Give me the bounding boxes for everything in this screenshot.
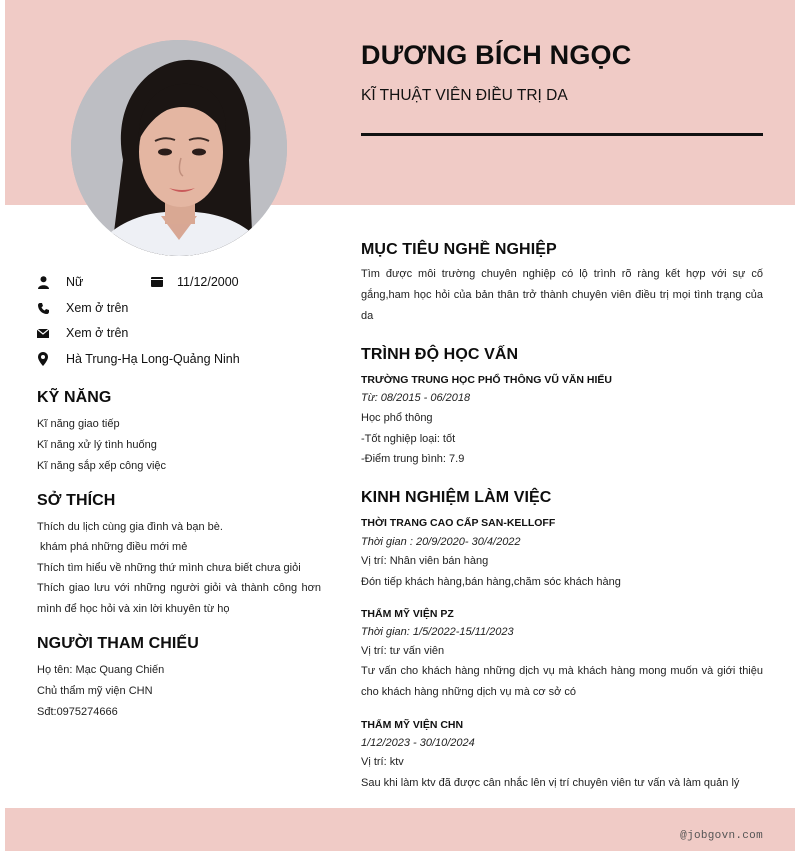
education-line: Học phổ thông [361, 412, 433, 424]
hobbies-title: SỞ THÍCH [37, 492, 116, 509]
company-name: THẨM MỸ VIỆN PZ [361, 608, 454, 620]
skill-item: Kĩ năng xử lý tình huống [37, 439, 157, 451]
job-description: Đón tiếp khách hàng,bán hàng,chăm sóc khách hàng [361, 576, 621, 588]
dob-row [151, 272, 239, 292]
calendar-icon [151, 275, 163, 289]
address-row [37, 349, 240, 369]
objective-title: MỤC TIÊU NGHỀ NGHIỆP [361, 241, 557, 258]
job-title: KĨ THUẬT VIÊN ĐIỀU TRỊ DA [361, 87, 568, 104]
job-position: Vị trí: tư vấn viên [361, 645, 445, 657]
job-description: Sau khi làm ktv đã được cân nhắc lên vị trí chuyên viên tư vấn và làm quản lý [361, 777, 740, 789]
phone-row [37, 298, 128, 318]
candidate-name: DƯƠNG BÍCH NGỌC [361, 40, 632, 70]
watermark: @jobgovn.com [680, 830, 763, 842]
footer-band [5, 808, 795, 851]
title-divider [361, 133, 763, 136]
reference-item: Sđt:0975274666 [37, 706, 118, 718]
hobby-item: Thích giao lưu với những người giỏi và thành công hơn mình để học hỏi và xin lời khuyên từ họ [37, 582, 321, 615]
job-position: Vị trí: Nhân viên bán hàng [361, 555, 489, 567]
hobby-item: khám phá những điều mới mẻ [37, 541, 188, 553]
objective-text: Tìm được môi trường chuyên nghiệp có lộ trình rõ ràng kết hợp với sự cố gắng,ham học hỏi của bản thân trở thành chuyên viên điều trị mọi tình trạng của da [361, 268, 763, 322]
school-name: TRƯỜNG TRUNG HỌC PHỔ THÔNG VŨ VĂN HIẾU [361, 374, 613, 386]
hobby-item: Thích du lịch cùng gia đình và bạn bè. [37, 521, 223, 533]
email-row [37, 323, 128, 343]
cv-page [5, 0, 795, 851]
skills-title: KỸ NĂNG [37, 389, 112, 406]
education-line: -Điểm trung bình: 7.9 [361, 453, 465, 465]
company-name: THẨM MỸ VIỆN CHN [361, 719, 464, 731]
reference-item: Họ tên: Mạc Quang Chiến [37, 664, 165, 676]
profile-photo [71, 40, 287, 256]
hobby-item: Thích tìm hiểu về những thứ mình chưa biết chưa giỏi [37, 562, 301, 574]
job-period: Thời gian: 1/5/2022-15/11/2023 [361, 626, 514, 638]
reference-item: Chủ thẩm mỹ viện CHN [37, 685, 153, 697]
location-icon [37, 352, 49, 366]
education-line: -Tốt nghiệp loại: tốt [361, 433, 456, 445]
mail-icon [37, 326, 49, 340]
company-name: THỜI TRANG CAO CẤP SAN-KELLOFF [361, 517, 556, 529]
experience-title: KINH NGHIỆM LÀM VIỆC [361, 489, 552, 506]
job-position: Vị trí: ktv [361, 756, 404, 768]
references-title: NGƯỜI THAM CHIẾU [37, 635, 199, 652]
address-value: Hà Trung-Hạ Long-Quảng Ninh [66, 352, 240, 366]
phone-icon [37, 301, 49, 315]
skill-item: Kĩ năng sắp xếp công việc [37, 460, 167, 472]
phone-value: Xem ở trên [66, 301, 129, 315]
user-icon [37, 275, 49, 289]
job-period: 1/12/2023 - 30/10/2024 [361, 737, 475, 749]
job-description: Tư vấn cho khách hàng những dịch vụ mà khách hàng mong muốn và giới thiệu cho khách hàng những dịch vụ mà cơ sở có [361, 665, 763, 698]
education-title: TRÌNH ĐỘ HỌC VẤN [361, 346, 519, 363]
gender-value: Nữ [66, 275, 84, 289]
skill-item: Kĩ năng giao tiếp [37, 418, 120, 430]
gender-row [37, 272, 83, 292]
job-period: Thời gian : 20/9/2020- 30/4/2022 [361, 536, 521, 548]
email-value: Xem ở trên [66, 326, 129, 340]
dob-value: 11/12/2000 [177, 275, 239, 289]
education-period: Từ: 08/2015 - 06/2018 [361, 392, 471, 404]
